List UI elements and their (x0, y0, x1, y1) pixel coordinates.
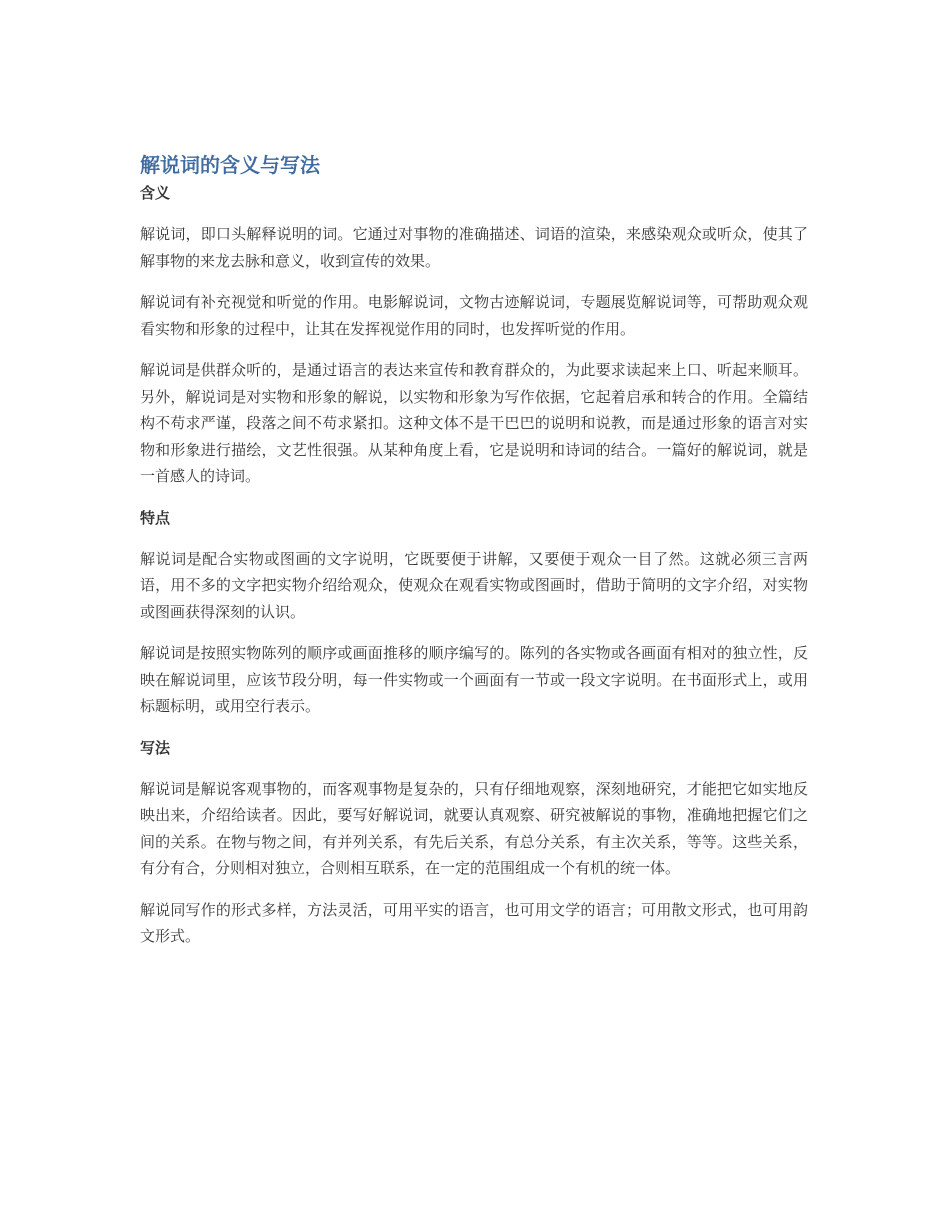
document-page (140, 150, 808, 950)
section-heading-meaning: 含义 (140, 184, 171, 202)
paragraph: 解说词是配合实物或图画的文字说明，它既要便于讲解，又要便于观众一目了然。这就必须三言两语，用不多的文字把实物介绍给观众，使观众在观看实物或图画时，借助于简明的文字介绍，对实物或图画获得深刻的认识。 (140, 549, 808, 621)
paragraph: 解说词有补充视觉和听觉的作用。电影解说词，文物古迹解说词，专题展览解说词等，可帮助观众观看实物和形象的过程中，让其在发挥视觉作用的同时，也发挥听觉的作用。 (140, 293, 808, 338)
section-heading-features: 特点 (140, 508, 171, 527)
section-heading-writing: 写法 (140, 738, 171, 757)
paragraph: 解说词，即口头解释说明的词。它通过对事物的准确描述、词语的渲染，来感染观众或听众，使其了解事物的来龙去脉和意义，收到宣传的效果。 (140, 225, 808, 270)
paragraph: 解说词是按照实物陈列的顺序或画面推移的顺序编写的。陈列的各实物或各画面有相对的独立性，反映在解说词里，应该节段分明，每一件实物或一个画面有一节或一段文字说明。在书面形式上，或用标题标明，或用空行表示。 (140, 644, 808, 715)
paragraph: 解说词是供群众听的，是通过语言的表达来宣传和教育群众的，为此要求读起来上口、听起来顺耳。另外，解说词是对实物和形象的解说，以实物和形象为写作依据，它起着启承和转合的作用。全篇结构不苟求严谨，段落之间不苟求紧扣。这种文体不是干巴巴的说明和说教，而是通过形象的语言对实物和形象进行描绘，文艺性很强。从某种角度上看，它是说明和诗词的结合。一篇好的解说词，就是一首感人的诗词。 (140, 361, 808, 485)
paragraph: 解说同写作的形式多样，方法灵活，可用平实的语言，也可用文学的语言；可用散文形式，也可用韵文形式。 (140, 900, 808, 945)
document-title: 解说词的含义与写法 (140, 153, 320, 177)
paragraph: 解说词是解说客观事物的，而客观事物是复杂的，只有仔细地观察，深刻地研究，才能把它如实地反映出来，介绍给读者。因此，要写好解说词，就要认真观察、研究被解说的事物，准确地把握它们之间的关系。在物与物之间，有并列关系，有先后关系，有总分关系，有主次关系，等等。这些关系，有分有合，分则相对独立，合则相互联系，在一定的范围组成一个有机的统一体。 (140, 779, 808, 877)
